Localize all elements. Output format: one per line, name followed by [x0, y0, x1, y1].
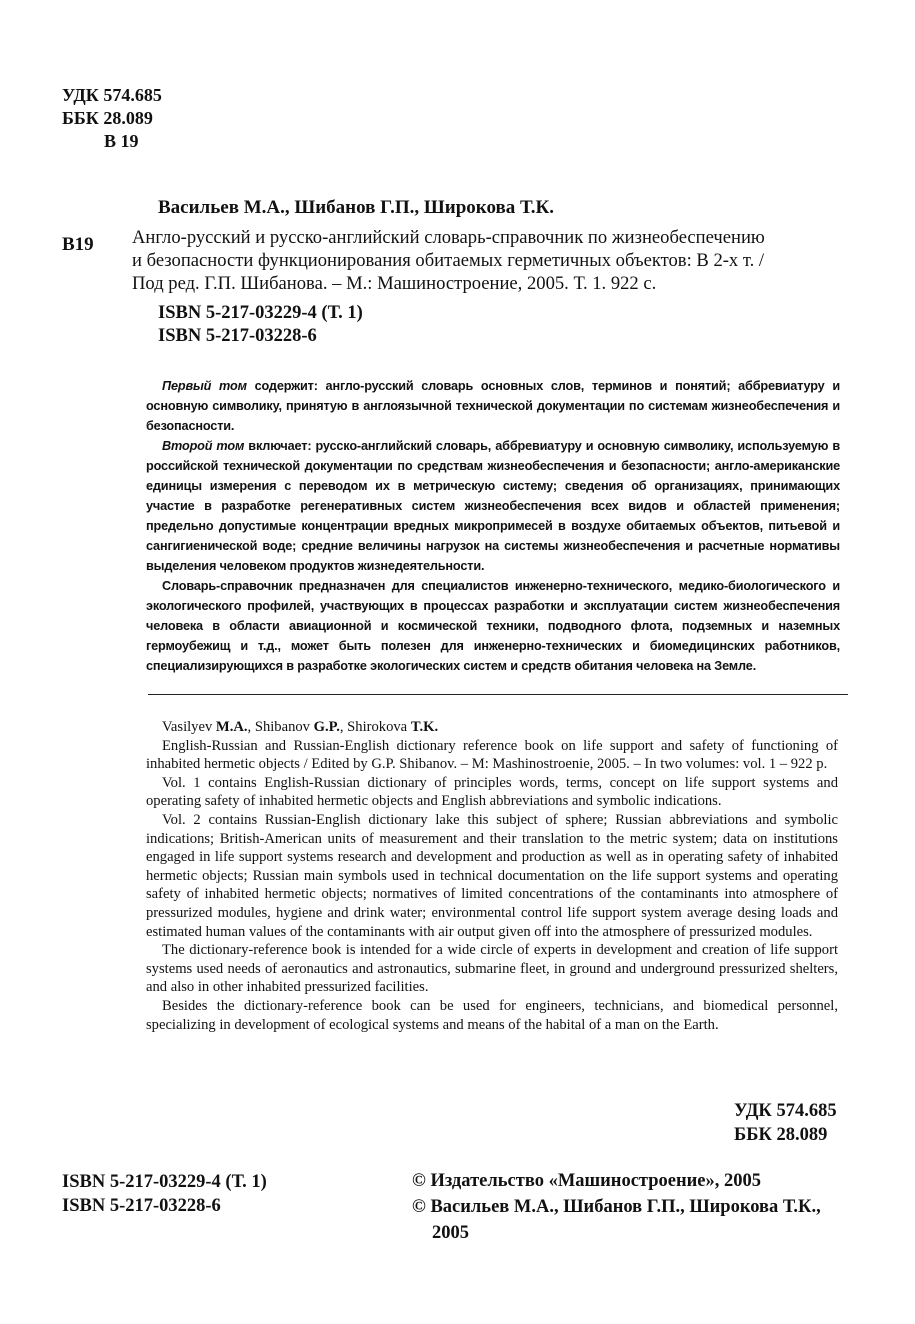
abstract-en-purpose: The dictionary-reference book is intended for a wide circle of experts in development and creation of life support systems used needs of aeronautics and astronautics, submarine fleet, in ground and underground pressurized shelters, and also in other inhabited pressurized facilities. — [146, 942, 838, 996]
classification-bottom — [734, 1099, 837, 1147]
classification-block — [62, 84, 162, 153]
isbn-set: ISBN 5-217-03228-6 — [158, 326, 317, 346]
copyright-authors: © Васильев М.А., Шибанов Г.П., Широкова Т.К., — [412, 1197, 821, 1217]
abstract-ru-lead-1: Первый том — [162, 379, 247, 393]
abstract-ru-purpose: Словарь-справочник предназначен для специалистов инженерно-технического, медико-биологического и экологического профилей, участвующих в процессах разработки и эксплуатации систем жизнеобеспечения человека в области авиационной и космической техники, подводного флота, подземных и наземных гермоубежищ и т.д., может быть полезен для инженерно-технических и биомедицинских работников, специализирующихся в разработке экологических систем и средств обитания человека на Земле. — [146, 579, 840, 673]
abstract-en-besides: Besides the dictionary-reference book can be used for engineers, technicians, and biomedical personnel, specializing in development of ecological systems and means of the habital of a man on the Earth. — [146, 997, 838, 1033]
bib-mark: В19 — [62, 234, 94, 255]
abstract-russian — [146, 376, 840, 676]
abstract-en-volume-2: Vol. 2 contains Russian-English dictionary lake this subject of sphere; Russian abbreviations and symbolic indications; British-American units of measurement and their translation to the metric system; data on institutions engaged in life support systems research and development and production as well as in operating safety of inhabited hermetic objects; Russian main symbols used in technical documentation on the life support systems and operating safety of inhabited hermetic objects; normatives of limited concentrations of the contaminants into atmosphere of pressurized modules, hygiene and drink water; environmental control life support system average desing loads and estimated human values of the contaminants with air output given off into the atmosphere of pressurized modules. — [146, 811, 838, 940]
copyright-block — [412, 1168, 821, 1246]
isbn-block-top — [158, 302, 363, 348]
bbk-code: ББК 28.089 — [62, 108, 153, 128]
isbn-volume-1: ISBN 5-217-03229-4 (Т. 1) — [158, 303, 363, 323]
abstract-en-title: English-Russian and Russian-English dictionary reference book on life support and safety of functioning of inhabited hermetic objects / Edited by G.P. Shibanov. – M: Mashinostroenie, 2005. – In two volumes: vol. 1 – 922 p. — [146, 737, 838, 773]
udk-code-bottom: УДК 574.685 — [734, 1101, 837, 1121]
section-divider — [148, 694, 848, 695]
title-line-1: Англо-русский и русско-английский словарь-справочник по жизнеобеспечению — [132, 227, 765, 248]
author-mark: В 19 — [104, 131, 139, 151]
abstract-ru-lead-2: Второй том — [162, 439, 245, 453]
bbk-code-bottom: ББК 28.089 — [734, 1125, 828, 1145]
authors-line: Васильев М.А., Шибанов Г.П., Широкова Т.К. — [158, 197, 555, 218]
copyright-year: 2005 — [432, 1223, 469, 1243]
title-line-3: Под ред. Г.П. Шибанова. – М.: Машиностроение, 2005. Т. 1. 922 с. — [132, 273, 657, 294]
copyright-publisher: © Издательство «Машиностроение», 2005 — [412, 1171, 762, 1191]
udk-code: УДК 574.685 — [62, 85, 162, 105]
abstract-ru-volume-1: Первый том содержит: англо-русский словарь основных слов, терминов и понятий; аббревиатуру и основную символику, принятую в англоязычной технической документации по системам жизнеобеспечения и безопасности. — [146, 379, 840, 433]
isbn-volume-1-bottom: ISBN 5-217-03229-4 (Т. 1) — [62, 1172, 267, 1192]
isbn-block-bottom — [62, 1170, 267, 1218]
abstract-en-volume-1: Vol. 1 contains English-Russian dictionary of principles words, terms, concept on life support systems and operating safety of inhabited hermetic objects and English abbreviations and symbolic indications. — [146, 774, 838, 810]
book-title — [132, 226, 765, 295]
abstract-en-authors: Vasilyev M.A., Shibanov G.P., Shirokova T.K. — [162, 719, 439, 735]
abstract-english — [146, 718, 838, 1034]
abstract-ru-volume-2: Второй том включает: русско-английский словарь, аббревиатуру и основную символику, используемую в российской технической документации по средствам жизнеобеспечения и безопасности; англо-американские единицы измерения с переводом их в метрическую систему; сведения об организациях, принимающих участие в разработке регенеративных систем жизнеобеспечения всех видов и областей применения; предельно допустимые концентрации вредных микропримесей в воздухе обитаемых объектов, питьевой и сангигиенической воде; средние величины нагрузок на системы жизнеобеспечения и расчетные нормативы выделения человеком продуктов жизнедеятельности. — [146, 439, 840, 573]
title-line-2: и безопасности функционирования обитаемых герметичных объектов: В 2-х т. / — [132, 250, 765, 271]
isbn-set-bottom: ISBN 5-217-03228-6 — [62, 1196, 221, 1216]
